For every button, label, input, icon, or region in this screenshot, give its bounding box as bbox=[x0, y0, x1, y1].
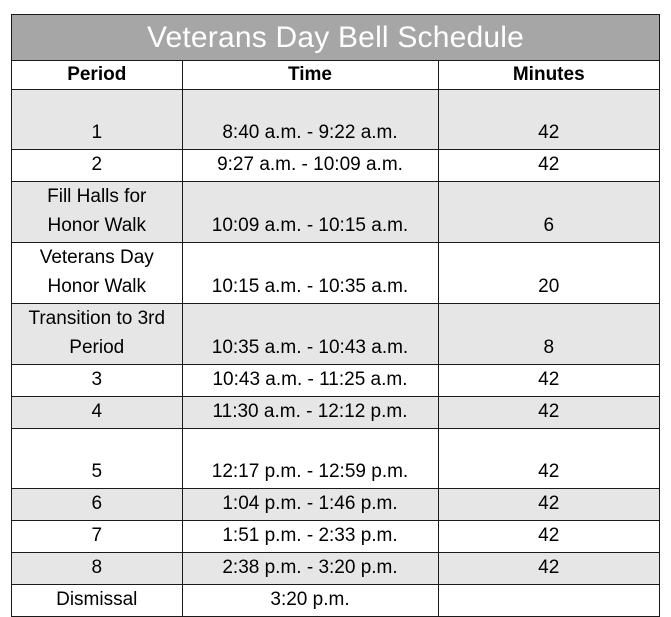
period-cell: Dismissal bbox=[12, 585, 182, 617]
header-time: Time bbox=[182, 61, 438, 90]
period-cell: 2 bbox=[12, 150, 182, 182]
minutes-cell: 42 bbox=[438, 489, 659, 521]
schedule-title: Veterans Day Bell Schedule bbox=[12, 15, 659, 61]
minutes-cell: 20 bbox=[438, 243, 659, 304]
time-cell: 8:40 a.m. - 9:22 a.m. bbox=[182, 90, 438, 150]
time-cell: 12:17 p.m. - 12:59 p.m. bbox=[182, 429, 438, 489]
period-cell bbox=[12, 304, 182, 365]
table-row bbox=[12, 182, 659, 243]
table-row bbox=[12, 489, 659, 521]
minutes-cell bbox=[438, 585, 659, 617]
table-row bbox=[12, 365, 659, 397]
minutes-cell: 42 bbox=[438, 429, 659, 489]
time-cell: 10:43 a.m. - 11:25 a.m. bbox=[182, 365, 438, 397]
table-row bbox=[12, 429, 659, 489]
time-cell: 9:27 a.m. - 10:09 a.m. bbox=[182, 150, 438, 182]
period-cell: 8 bbox=[12, 553, 182, 585]
table-row bbox=[12, 585, 659, 617]
period-cell: 6 bbox=[12, 489, 182, 521]
table-row bbox=[12, 90, 659, 150]
period-line: Honor Walk bbox=[47, 215, 147, 236]
table-row bbox=[12, 397, 659, 429]
time-cell: 1:51 p.m. - 2:33 p.m. bbox=[182, 521, 438, 553]
bell-schedule-table bbox=[11, 14, 660, 617]
header-period: Period bbox=[12, 61, 182, 90]
schedule-grid bbox=[12, 61, 659, 616]
table-row bbox=[12, 243, 659, 304]
period-cell: 5 bbox=[12, 429, 182, 489]
period-cell bbox=[12, 243, 182, 304]
time-cell: 1:04 p.m. - 1:46 p.m. bbox=[182, 489, 438, 521]
table-row bbox=[12, 150, 659, 182]
period-line: Fill Halls for bbox=[47, 186, 147, 207]
time-cell: 11:30 a.m. - 12:12 p.m. bbox=[182, 397, 438, 429]
period-line: Honor Walk bbox=[47, 276, 147, 297]
time-cell: 10:09 a.m. - 10:15 a.m. bbox=[182, 182, 438, 243]
table-row bbox=[12, 304, 659, 365]
header-minutes: Minutes bbox=[438, 61, 659, 90]
minutes-cell: 42 bbox=[438, 365, 659, 397]
time-cell: 10:15 a.m. - 10:35 a.m. bbox=[182, 243, 438, 304]
period-cell: 4 bbox=[12, 397, 182, 429]
minutes-cell: 42 bbox=[438, 521, 659, 553]
period-line: Veterans Day bbox=[39, 247, 154, 268]
header-row bbox=[12, 61, 659, 90]
period-cell: 7 bbox=[12, 521, 182, 553]
minutes-cell: 42 bbox=[438, 553, 659, 585]
minutes-cell: 6 bbox=[438, 182, 659, 243]
time-cell: 10:35 a.m. - 10:43 a.m. bbox=[182, 304, 438, 365]
minutes-cell: 42 bbox=[438, 90, 659, 150]
period-line: Transition to 3rd bbox=[28, 308, 166, 329]
period-cell: 3 bbox=[12, 365, 182, 397]
period-line: Period bbox=[69, 337, 125, 358]
minutes-cell: 42 bbox=[438, 150, 659, 182]
time-cell: 2:38 p.m. - 3:20 p.m. bbox=[182, 553, 438, 585]
period-cell: 1 bbox=[12, 90, 182, 150]
table-row bbox=[12, 553, 659, 585]
minutes-cell: 8 bbox=[438, 304, 659, 365]
time-cell: 3:20 p.m. bbox=[182, 585, 438, 617]
table-row bbox=[12, 521, 659, 553]
period-cell bbox=[12, 182, 182, 243]
minutes-cell: 42 bbox=[438, 397, 659, 429]
